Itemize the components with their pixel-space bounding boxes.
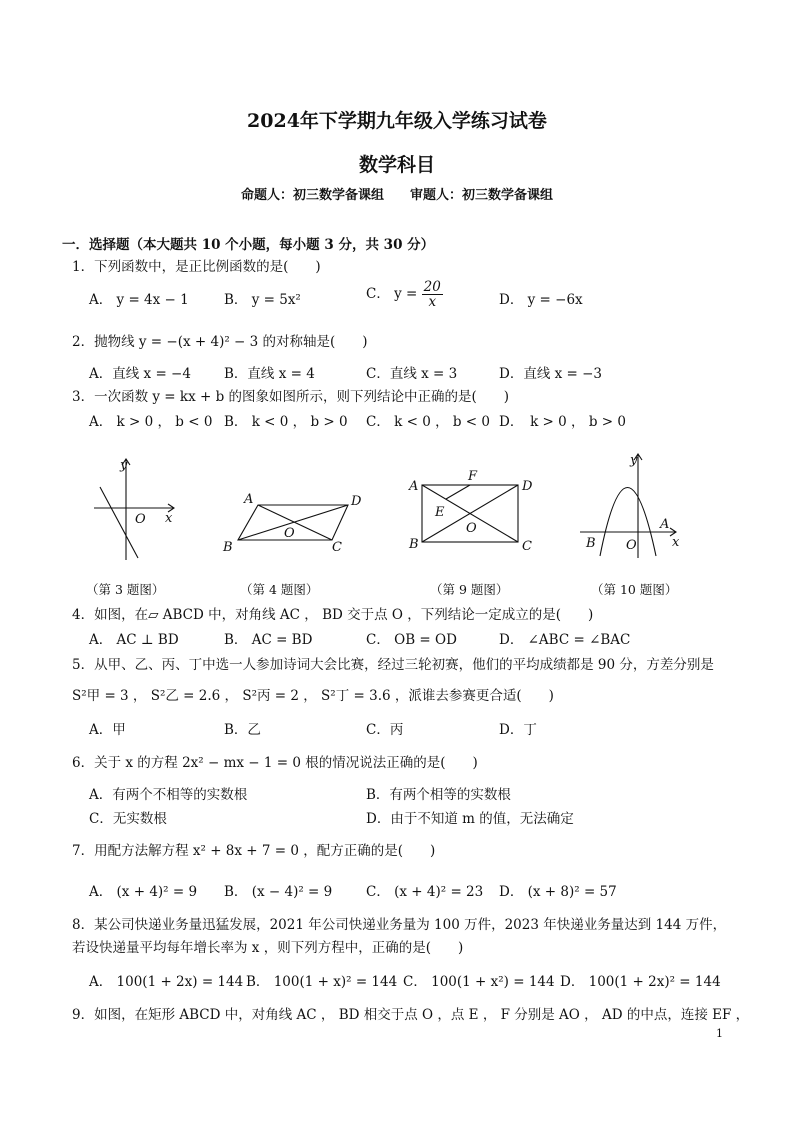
- exam-title: 2024年下学期九年级入学练习试卷: [247, 110, 547, 132]
- fig3-label-y: y: [120, 458, 128, 473]
- fig3-label-x: x: [165, 511, 173, 526]
- figure-4-caption: （第 4 题图）: [240, 582, 319, 597]
- fig9-label-o: O: [466, 521, 477, 536]
- page-number: 1: [716, 1027, 723, 1040]
- figure-3-caption: （第 3 题图）: [86, 582, 165, 597]
- fig4-label-a: A: [244, 492, 254, 507]
- question-7-option-d: D． (x + 8)² = 57: [499, 884, 617, 900]
- question-7-option-c: C． (x + 4)² = 23: [366, 884, 484, 900]
- question-1-option-a: A． y = 4x − 1: [89, 292, 189, 308]
- question-6-option-c: C．无实数根: [89, 811, 167, 827]
- question-2-option-d: D．直线 x = −3: [499, 366, 603, 382]
- question-5-option-b: B．乙: [224, 722, 261, 738]
- option-c-prefix: C． y =: [366, 286, 418, 302]
- fig9-label-f: F: [468, 469, 478, 484]
- fig10-label-b: B: [586, 536, 596, 551]
- question-7-option-a: A． (x + 4)² = 9: [89, 884, 198, 900]
- figure-9-caption: （第 9 题图）: [430, 582, 509, 597]
- question-3-option-c: C． k < 0 ， b < 0: [366, 414, 490, 430]
- question-8-option-d: D． 100(1 + 2x)² = 144: [560, 974, 721, 990]
- question-1-stem: 1．下列函数中，是正比例函数的是( ): [72, 259, 321, 275]
- figure-4-parallelogram: [218, 485, 368, 560]
- question-6-option-b: B．有两个相等的实数根: [366, 787, 511, 803]
- question-3-option-b: B． k < 0 ， b > 0: [224, 414, 348, 430]
- fig10-label-x: x: [672, 535, 680, 550]
- fig10-label-a: A: [660, 517, 670, 532]
- fraction: [422, 280, 443, 309]
- question-7-stem: 7．用配方法解方程 x² + 8x + 7 = 0 ，配方正确的是( ): [72, 843, 436, 859]
- question-9-stem: 9．如图，在矩形 ABCD 中，对角线 AC ， BD 相交于点 O ，点 E ， F 分别是 AO ， AD 的中点，连接 EF ，: [72, 1007, 750, 1023]
- question-7-option-b: B． (x − 4)² = 9: [224, 884, 333, 900]
- question-5-stem-line-1: 5．从甲、乙、丙、丁中选一人参加诗词大会比赛，经过三轮初赛，他们的平均成绩都是 90 分，方差分别是: [72, 657, 714, 673]
- question-3-option-a: A． k > 0 ， b < 0: [89, 414, 213, 430]
- question-4-option-b: B． AC = BD: [224, 632, 313, 648]
- question-1-option-c: [366, 280, 443, 309]
- section-heading: 一．选择题（本大题共 10 个小题，每小题 3 分，共 30 分）: [62, 237, 435, 253]
- function-line: [100, 487, 138, 558]
- authors-line: 命题人：初三数学备课组 审题人：初三数学备课组: [240, 188, 553, 203]
- question-5-option-a: A．甲: [89, 722, 126, 738]
- question-2-option-c: C．直线 x = 3: [366, 366, 458, 382]
- question-5-option-c: C．丙: [366, 722, 404, 738]
- question-4-option-a: A． AC ⊥ BD: [89, 632, 179, 648]
- figure-10-parabola: [578, 450, 688, 560]
- question-1-option-b: B． y = 5x²: [224, 292, 301, 308]
- fig10-label-y: y: [630, 453, 638, 468]
- question-2-option-a: A．直线 x = −4: [89, 366, 191, 382]
- question-4-option-c: C． OB = OD: [366, 632, 457, 648]
- fig10-label-o: O: [626, 538, 637, 553]
- question-8-stem-line-1: 8．某公司快递业务量迅猛发展，2021 年公司快递业务量为 100 万件，2023 年快递业务量达到 144 万件，: [72, 917, 727, 933]
- question-8-stem-line-2: 若设快递量平均每年增长率为 x ，则下列方程中，正确的是( ): [72, 940, 464, 956]
- question-8-option-c: C． 100(1 + x²) = 144: [403, 974, 555, 990]
- question-5-option-d: D．丁: [499, 722, 537, 738]
- question-4-stem: 4．如图，在▱ ABCD 中，对角线 AC ， BD 交于点 O ，下列结论一定成立的是( ): [72, 607, 594, 623]
- question-3-stem: 3．一次函数 y = kx + b 的图象如图所示，则下列结论中正确的是( ): [72, 389, 510, 405]
- fig9-label-d: D: [522, 479, 533, 494]
- question-8-option-b: B． 100(1 + x)² = 144: [246, 974, 398, 990]
- fig3-label-o: O: [135, 512, 146, 527]
- question-4-option-d: D． ∠ABC = ∠BAC: [499, 632, 631, 648]
- diagonal-ac: [258, 505, 332, 540]
- fig4-label-c: C: [332, 540, 342, 555]
- question-5-stem-line-2: S²甲 = 3 ， S²乙 = 2.6 ， S²丙 = 2 ， S²丁 = 3.6 ，派谁去参赛更合适( ): [72, 688, 554, 704]
- question-6-stem: 6．关于 x 的方程 2x² − mx − 1 = 0 根的情况说法正确的是( ): [72, 755, 478, 771]
- fig4-label-o: O: [284, 526, 295, 541]
- question-2-option-b: B．直线 x = 4: [224, 366, 315, 382]
- question-3-option-d: D． k > 0 ， b > 0: [499, 414, 626, 430]
- fig4-label-b: B: [223, 540, 233, 555]
- fraction-numerator: 20: [423, 279, 441, 295]
- fig4-label-d: D: [351, 494, 362, 509]
- question-8-option-a: A． 100(1 + 2x) = 144: [89, 974, 244, 990]
- figure-9-rectangle: [402, 466, 552, 558]
- fig9-label-b: B: [409, 537, 419, 552]
- subject-title: 数学科目: [358, 154, 435, 176]
- question-6-option-d: D．由于不知道 m 的值，无法确定: [366, 811, 574, 827]
- question-6-option-a: A．有两个不相等的实数根: [89, 787, 248, 803]
- fig9-label-c: C: [522, 539, 532, 554]
- segment-ef: [446, 485, 470, 499]
- figure-3-linear-graph: [88, 455, 183, 565]
- fig9-label-e: E: [435, 505, 445, 520]
- figure-10-caption: （第 10 题图）: [591, 582, 678, 597]
- fraction-denominator: x: [428, 294, 437, 310]
- question-1-option-d: D． y = −6x: [499, 292, 583, 308]
- fig9-label-a: A: [409, 479, 419, 494]
- question-2-stem: 2．抛物线 y = −(x + 4)² − 3 的对称轴是( ): [72, 334, 368, 350]
